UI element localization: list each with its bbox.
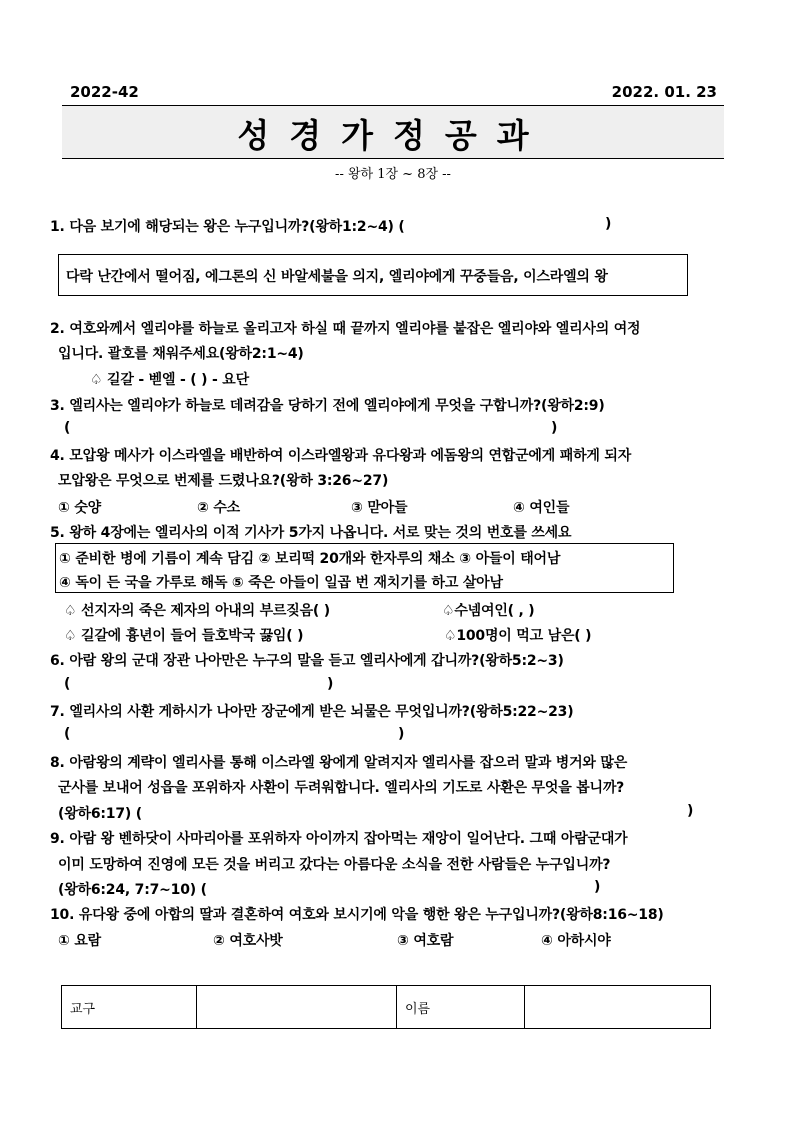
page-title: 성경가정공과 — [237, 116, 549, 155]
name-label: 이름 — [397, 986, 525, 1029]
question-6-open-paren: ( — [64, 676, 71, 692]
question-5-choices-line-2: ④ 독이 든 국을 가루로 해독 ⑤ 죽은 아들이 일곱 번 재치기를 하고 살아남 — [59, 575, 503, 591]
question-8-line-3: (왕하6:17) ( — [58, 806, 142, 822]
question-9-line-3: (왕하6:24, 7:7~10) ( — [58, 882, 207, 898]
name-field[interactable] — [525, 986, 711, 1029]
question-10-option-4: ④ 아하시야 — [541, 933, 611, 949]
question-7: 7. 엘리사의 사환 게하시가 나아만 장군에게 받은 뇌물은 무엇입니까?(왕하5:22~23) — [50, 704, 574, 720]
question-9-close-paren: ) — [594, 879, 601, 895]
question-3-close-paren: ) — [551, 420, 558, 436]
question-1-hint: 다락 난간에서 떨어짐, 에그론의 신 바알세불을 의지, 엘리야에게 꾸중들음, 이스라엘의 왕 — [66, 269, 608, 285]
question-6: 6. 아람 왕의 군대 장관 나아만은 누구의 말을 듣고 엘리사에게 갑니까?(왕하5:2~3) — [50, 653, 564, 669]
question-5-match-2: ♤수넴여인( , ) — [442, 603, 535, 619]
question-7-open-paren: ( — [64, 726, 71, 742]
church-label: 교구 — [62, 986, 197, 1029]
question-9-line-2: 이미 도망하여 진영에 모든 것을 버리고 갔다는 아름다운 소식을 전한 사람들은 누구입니까? — [58, 857, 611, 873]
question-8-line-1: 8. 아람왕의 계략이 엘리사를 통해 이스라엘 왕에게 알려지자 엘리사를 잡으러 말과 병거와 많은 — [50, 755, 628, 771]
question-8-close-paren: ) — [687, 803, 694, 819]
name-table — [61, 985, 711, 1029]
question-9-line-1: 9. 아람 왕 벤하닷이 사마리아를 포위하자 아이까지 잡아먹는 재앙이 일어난다. 그때 아람군대가 — [50, 831, 628, 847]
question-4-option-4: ④ 여인들 — [513, 500, 570, 516]
question-10-option-1: ① 요람 — [58, 933, 101, 949]
lesson-date: 2022. 01. 23 — [611, 83, 717, 101]
question-2-line-2: 입니다. 괄호를 채워주세요(왕하2:1~4) — [58, 346, 304, 362]
question-4-option-1: ① 숫양 — [58, 500, 101, 516]
question-10: 10. 유다왕 중에 아합의 딸과 결혼하여 여호와 보시기에 악을 행한 왕은 누구입니까?(왕하8:16~18) — [50, 907, 664, 923]
question-1-close-paren: ) — [605, 216, 612, 232]
question-5-match-1: ♤ 선지자의 죽은 제자의 아내의 부르짖음( ) — [64, 603, 330, 619]
question-2-line-1: 2. 여호와께서 엘리야를 하늘로 올리고자 하실 때 끝까지 엘리야를 붙잡은 엘리야와 엘리사의 여정 — [50, 321, 641, 337]
question-4-option-2: ② 수소 — [197, 500, 240, 516]
question-3-open-paren: ( — [64, 420, 71, 436]
question-8-line-2: 군사를 보내어 성읍을 포위하자 사환이 두려워합니다. 엘리사의 기도로 사환은 무엇을 봅니까? — [58, 780, 625, 796]
question-7-close-paren: ) — [398, 726, 405, 742]
question-1: 1. 다음 보기에 해당되는 왕은 누구입니까?(왕하1:2~4) ( — [50, 219, 405, 235]
question-5-match-3: ♤ 길갈에 흉년이 들어 들호박국 끓임( ) — [64, 628, 304, 644]
lesson-number: 2022-42 — [70, 83, 139, 101]
question-4-option-3: ③ 맏아들 — [351, 500, 408, 516]
question-6-close-paren: ) — [327, 676, 334, 692]
church-field[interactable] — [197, 986, 397, 1029]
question-5: 5. 왕하 4장에는 엘리사의 이적 기사가 5가지 나옵니다. 서로 맞는 것의 번호를 쓰세요 — [50, 525, 572, 541]
question-10-option-3: ③ 여호람 — [397, 933, 454, 949]
question-5-match-4: ♤100명이 먹고 남은( ) — [444, 628, 592, 644]
question-2-route: ♤ 길갈 - 벧엘 - ( ) - 요단 — [90, 372, 249, 388]
page-subtitle: -- 왕하 1장 ~ 8장 -- — [335, 167, 451, 182]
question-5-choices-line-1: ① 준비한 병에 기름이 계속 담김 ② 보리떡 20개와 한자루의 채소 ③ 아들이 태어남 — [59, 551, 561, 567]
question-3: 3. 엘리사는 엘리야가 하늘로 데려감을 당하기 전에 엘리야에게 무엇을 구합니까?(왕하2:9) — [50, 398, 605, 414]
question-10-option-2: ② 여호사밧 — [213, 933, 283, 949]
question-4-line-2: 모압왕은 무엇으로 번제를 드렸나요?(왕하 3:26~27) — [58, 473, 389, 489]
question-4-line-1: 4. 모압왕 메사가 이스라엘을 배반하여 이스라엘왕과 유다왕과 에돔왕의 연합군에게 패하게 되자 — [50, 448, 632, 464]
